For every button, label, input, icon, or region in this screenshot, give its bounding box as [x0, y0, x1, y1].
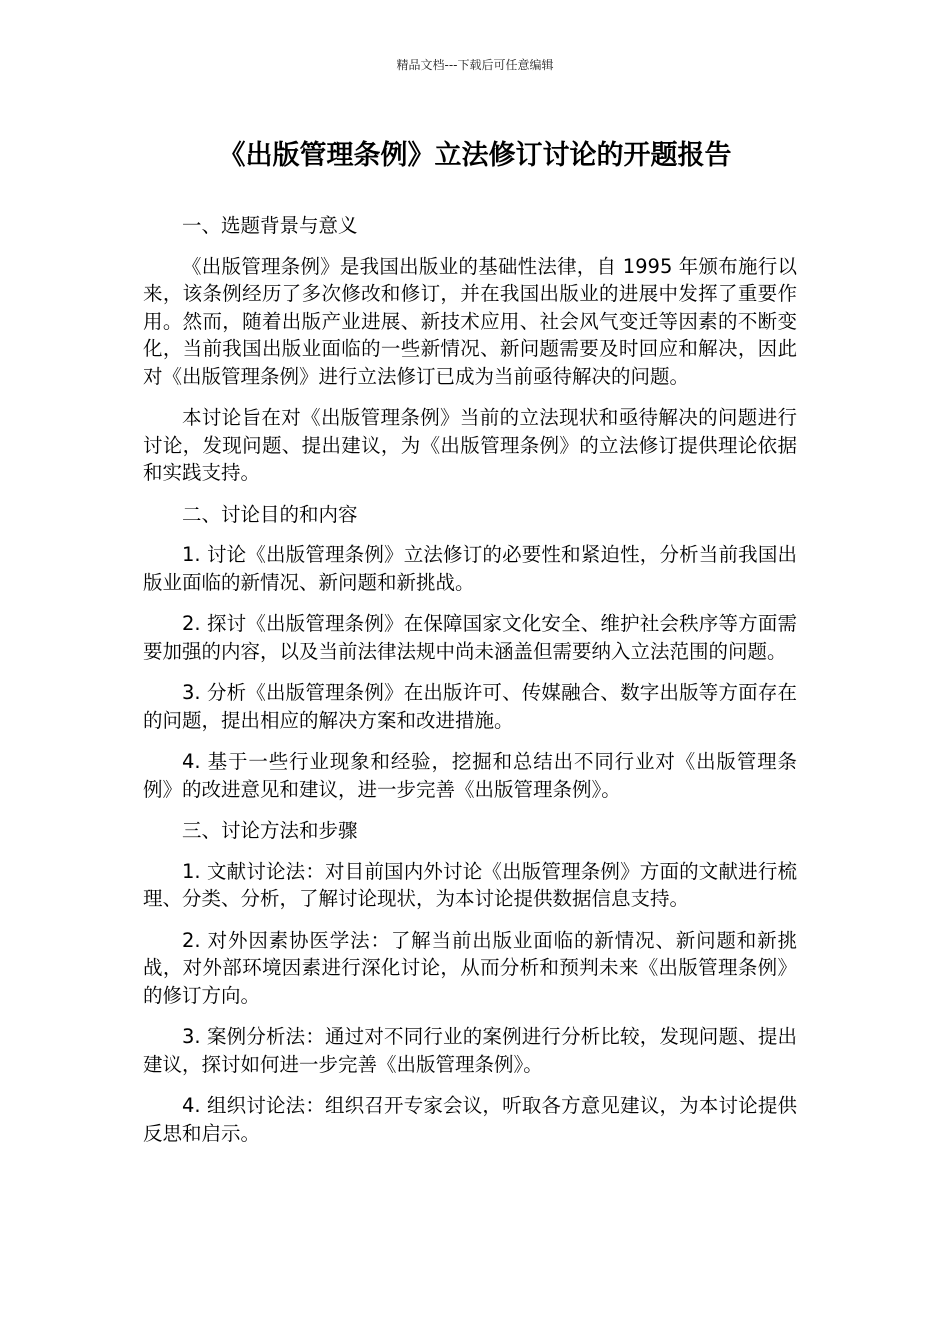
- document-body: [143, 212, 797, 1161]
- section-heading-3: 三、讨论方法和步骤: [182, 819, 358, 842]
- section-heading-2: 二、讨论目的和内容: [182, 502, 358, 526]
- list-item: 2. 对外因素协医学法：了解当前出版业面临的新情况、新问题和新挑战，对外部环境因素进行深化讨论，从而分析和预判未来《出版管理条例》的修订方向。: [143, 928, 797, 1007]
- list-item: 1. 文献讨论法：对目前国内外讨论《出版管理条例》方面的文献进行梳理、分类、分析，了解讨论现状，为本讨论提供数据信息支持。: [143, 859, 797, 910]
- document-title: 《出版管理条例》立法修订讨论的开题报告: [218, 140, 732, 171]
- header-note: 精品文档---下载后可任意编辑: [396, 58, 554, 72]
- list-item: 1. 讨论《出版管理条例》立法修订的必要性和紧迫性，分析当前我国出版业面临的新情况、新问题和新挑战。: [143, 543, 797, 594]
- list-item: 4. 基于一些行业现象和经验，挖掘和总结出不同行业对《出版管理条例》的改进意见和建议，进一步完善《出版管理条例》。: [143, 750, 797, 801]
- paragraph: 本讨论旨在对《出版管理条例》当前的立法现状和亟待解决的问题进行讨论，发现问题、提出建议，为《出版管理条例》的立法修订提供理论依据和实践支持。: [143, 406, 797, 484]
- list-item: 4. 组织讨论法：组织召开专家会议，听取各方意见建议，为本讨论提供反思和启示。: [143, 1094, 797, 1145]
- paragraph: 《出版管理条例》是我国出版业的基础性法律，自 1995 年颁布施行以来，该条例经历了多次修改和修订，并在我国出版业的进展中发挥了重要作用。然而，随着出版产业进展、新技术应用、社会风气变迁等因素的不断变化，当前我国出版业面临的一些新情况、新问题需要及时回应和解决，因此对《出版管理条例》进行立法修订已成为当前亟待解决的问题。: [143, 254, 797, 388]
- list-item: 2. 探讨《出版管理条例》在保障国家文化安全、维护社会秩序等方面需要加强的内容，以及当前法律法规中尚未涵盖但需要纳入立法范围的问题。: [143, 612, 797, 663]
- list-item: 3. 分析《出版管理条例》在出版许可、传媒融合、数字出版等方面存在的问题，提出相应的解决方案和改进措施。: [143, 681, 797, 732]
- section-heading-1: 一、选题背景与意义: [182, 214, 358, 237]
- list-item: 3. 案例分析法：通过对不同行业的案例进行分析比较，发现问题、提出建议，探讨如何进一步完善《出版管理条例》。: [143, 1025, 797, 1076]
